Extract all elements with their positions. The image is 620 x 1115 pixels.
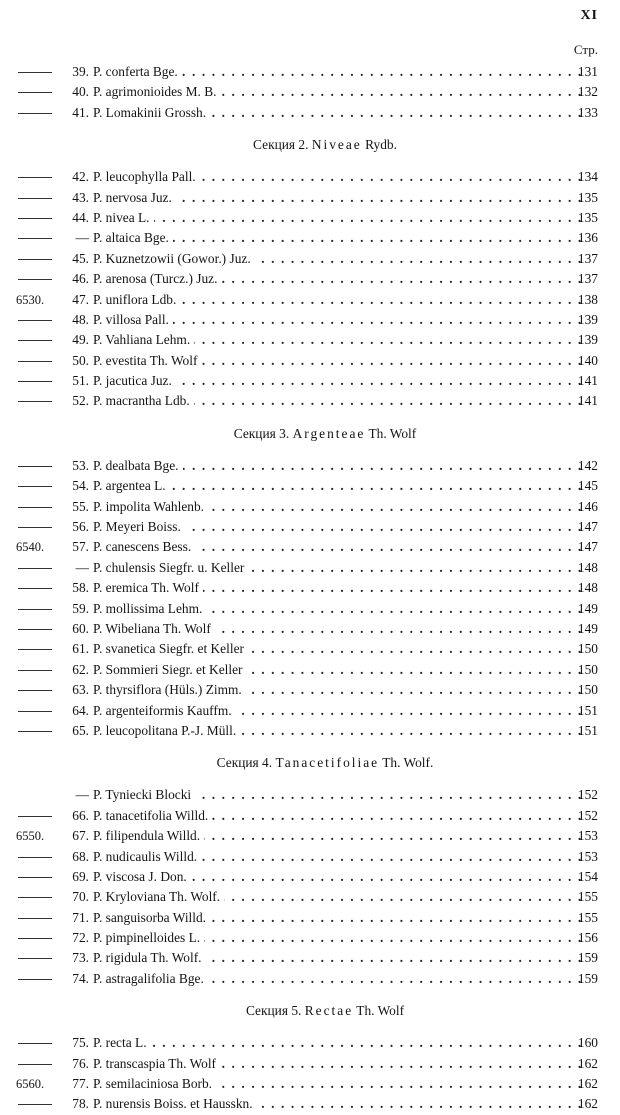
entry-number: 72. [72, 930, 89, 946]
entry-name: P. semilaciniosa Borb. [93, 1076, 216, 1091]
toc-entry [0, 208, 620, 228]
entry-number: 47. [72, 291, 89, 307]
page-number: XI [580, 8, 598, 23]
entry-number: 63. [72, 682, 89, 698]
entry-name-leader [93, 103, 586, 123]
entry-page: 136 [577, 230, 598, 246]
entry-name: P. leucopolitana P.-J. Müll. [93, 723, 240, 738]
entry-name: P. Kuznetzowii (Gowor.) Juz. [93, 251, 255, 266]
entry-page: 160 [577, 1035, 598, 1051]
entry-name: P. transcaspia Th. Wolf [93, 1056, 220, 1071]
entry-name: P. dealbata Bge. [93, 458, 183, 473]
entry-page: 149 [577, 620, 598, 636]
toc-entry [0, 928, 620, 948]
toc-entry [0, 310, 620, 330]
entry-name: P. altaica Bge. [93, 230, 173, 245]
entry-name-leader [93, 62, 586, 82]
entry-page: 155 [577, 909, 598, 925]
entry-name-leader [93, 517, 586, 537]
entry-page: 162 [577, 1055, 598, 1071]
entry-number: 54. [72, 478, 89, 494]
entry-name: P. viscosa J. Don. [93, 869, 191, 884]
entry-number: 53. [72, 457, 89, 473]
entry-page: 152 [577, 787, 598, 803]
entry-page: 148 [577, 559, 598, 575]
section-author: Th. Wolf. [382, 755, 434, 771]
entry-page: 162 [577, 1096, 598, 1112]
toc-entry [0, 537, 620, 557]
entry-name-leader [93, 908, 586, 928]
entry-number: 51. [72, 373, 89, 389]
toc-entry [0, 1074, 620, 1094]
toc-entry [0, 188, 620, 208]
entry-name: P. impolita Wahlenb. [93, 499, 208, 514]
toc-entry [0, 599, 620, 619]
entry-name-leader [93, 826, 586, 846]
entry-name: P. nervosa Juz. [93, 190, 176, 205]
entry-name-leader [93, 887, 586, 907]
entry-name: P. astragalifolia Bge. [93, 971, 208, 986]
entry-name-leader [93, 249, 586, 269]
entry-name: P. thyrsiflora (Hüls.) Zimm. [93, 682, 246, 697]
page-column-label: Стр. [573, 42, 598, 57]
entry-number: — [75, 230, 89, 246]
toc-entry [0, 1033, 620, 1053]
entry-page: 150 [577, 641, 598, 657]
entry-number: 41. [72, 104, 89, 120]
entry-page: 135 [577, 209, 598, 225]
entry-number: 59. [72, 600, 89, 616]
toc-entry [0, 290, 620, 310]
toc-entry [0, 558, 620, 578]
entry-number: 69. [72, 868, 89, 884]
toc-entry [0, 456, 620, 476]
toc-entry [0, 680, 620, 700]
entry-page: 141 [577, 393, 598, 409]
toc-entry [0, 701, 620, 721]
entry-name: P. eremica Th. Wolf [93, 580, 203, 595]
entry-name: P. Kryloviana Th. Wolf. [93, 889, 224, 904]
entry-name-leader [93, 701, 586, 721]
entry-page: 138 [577, 291, 598, 307]
entry-name: P. nudicaulis Willd. [93, 849, 201, 864]
entry-name-leader [93, 330, 586, 350]
entry-number: 49. [72, 332, 89, 348]
entry-name-leader [93, 391, 586, 411]
entry-page: 162 [577, 1076, 598, 1092]
toc-entry [0, 371, 620, 391]
entry-number: 39. [72, 64, 89, 79]
entry-number: 50. [72, 352, 89, 368]
entry-name-leader [93, 867, 586, 887]
entry-page: 139 [577, 311, 598, 327]
entry-number: 56. [72, 519, 89, 535]
section-prefix: Секция 5. [245, 1003, 302, 1019]
entry-page: 159 [577, 970, 598, 986]
entry-page: 147 [577, 519, 598, 535]
entry-name: P. Sommieri Siegr. et Keller [93, 662, 247, 677]
entry-page: 155 [577, 889, 598, 905]
entry-page: 150 [577, 661, 598, 677]
entry-name: P. argenteiformis Kauffm. [93, 703, 236, 718]
toc-entry [0, 908, 620, 928]
entry-name-leader [93, 619, 586, 639]
toc-entry [0, 721, 620, 741]
entry-number: 71. [72, 909, 89, 925]
section-heading [0, 412, 620, 456]
entry-number: 76. [72, 1055, 89, 1071]
entry-name: P. argentea L. [93, 478, 170, 493]
entry-page: 141 [577, 373, 598, 389]
entry-number: 75. [72, 1035, 89, 1051]
section-name: Rectae [304, 1003, 354, 1019]
entry-page: 140 [577, 352, 598, 368]
toc-entry [0, 391, 620, 411]
entry-name: P. arenosa (Turcz.) Juz. [93, 271, 221, 286]
toc-entry [0, 330, 620, 350]
entry-page: 134 [577, 169, 598, 185]
entry-name: P. mollissima Lehm. [93, 601, 206, 616]
entry-name-leader [93, 599, 586, 619]
entry-page: 153 [577, 848, 598, 864]
section-name: Argenteae [292, 425, 366, 441]
section-prefix: Секция 4. [216, 755, 273, 771]
toc-entry [0, 269, 620, 289]
section-prefix: Секция 3. [233, 425, 290, 441]
section-heading [0, 123, 620, 167]
toc-entry [0, 578, 620, 598]
toc-entry [0, 887, 620, 907]
entry-name-leader [93, 660, 586, 680]
entry-name: P. evestita Th. Wolf [93, 353, 201, 368]
toc-entry [0, 476, 620, 496]
toc-entry [0, 826, 620, 846]
toc-entry [0, 62, 620, 82]
entry-page: 151 [577, 722, 598, 738]
entry-name-leader [93, 806, 586, 826]
entry-name-leader [93, 639, 586, 659]
entry-page: 139 [577, 332, 598, 348]
entry-page: 150 [577, 682, 598, 698]
entry-name: P. Meyeri Boiss. [93, 519, 185, 534]
entry-name-leader [93, 310, 586, 330]
entry-name: P. rigidula Th. Wolf. [93, 950, 206, 965]
section-heading [0, 741, 620, 785]
entry-number: 65. [72, 722, 89, 738]
entry-number: 44. [72, 209, 89, 225]
entry-code: 6550. [16, 829, 45, 844]
entry-name-leader [93, 351, 586, 371]
entry-number: 78. [72, 1096, 89, 1112]
table-of-contents [0, 62, 620, 1115]
entry-name: P. chulensis Siegfr. u. Keller [93, 560, 248, 575]
toc-entry [0, 103, 620, 123]
entry-name-leader [93, 948, 586, 968]
entry-name: P. conferta Bge. [93, 64, 182, 79]
toc-entry [0, 249, 620, 269]
entry-page: 145 [577, 478, 598, 494]
entry-name-leader [93, 82, 586, 102]
entry-name-leader [93, 680, 586, 700]
entry-page: 159 [577, 950, 598, 966]
entry-name-leader [93, 497, 586, 517]
section-name: Niveae [311, 137, 362, 153]
entry-name: P. agrimonioides M. B. [93, 84, 221, 99]
toc-entry [0, 660, 620, 680]
entry-page: 149 [577, 600, 598, 616]
toc-entry [0, 639, 620, 659]
toc-entry [0, 517, 620, 537]
entry-page: 142 [577, 457, 598, 473]
entry-name-leader [93, 208, 586, 228]
entry-number: 60. [72, 620, 89, 636]
entry-number: 42. [72, 169, 89, 185]
toc-entry [0, 867, 620, 887]
entry-number: 68. [72, 848, 89, 864]
entry-number: 61. [72, 641, 89, 657]
entry-number: 52. [72, 393, 89, 409]
entry-name: P. uniflora Ldb. [93, 292, 180, 307]
entry-name-leader [93, 1033, 586, 1053]
toc-entry [0, 82, 620, 102]
entry-number: 67. [72, 828, 89, 844]
entry-name-leader [93, 269, 586, 289]
entry-number: 55. [72, 498, 89, 514]
entry-name: P. leucophylla Pall. [93, 169, 200, 184]
entry-page: 135 [577, 189, 598, 205]
entry-name: P. pimpinelloides L. [93, 930, 204, 945]
entry-number: 62. [72, 661, 89, 677]
entry-name-leader [93, 847, 586, 867]
entry-number: — [75, 787, 89, 803]
entry-name-leader [93, 928, 586, 948]
entry-number: 48. [72, 311, 89, 327]
entry-name-leader [93, 578, 586, 598]
entry-number: 73. [72, 950, 89, 966]
toc-entry [0, 948, 620, 968]
entry-number: 43. [72, 189, 89, 205]
section-author: Th. Wolf [356, 1003, 405, 1019]
toc-entry [0, 167, 620, 187]
toc-entry [0, 969, 620, 989]
entry-number: 46. [72, 271, 89, 287]
entry-number: 74. [72, 970, 89, 986]
entry-page: 131 [577, 64, 598, 79]
entry-name: P. filipendula Willd. [93, 828, 204, 843]
entry-page: 133 [577, 104, 598, 120]
entry-name: P. sanguisorba Willd. [93, 910, 210, 925]
toc-entry [0, 1054, 620, 1074]
entry-name: P. svanetica Siegfr. et Keller [93, 641, 248, 656]
entry-number: 77. [72, 1076, 89, 1092]
entry-page: 137 [577, 250, 598, 266]
entry-name: P. jacutica Juz. [93, 373, 176, 388]
entry-name-leader [93, 558, 586, 578]
entry-number: 57. [72, 539, 89, 555]
section-heading [0, 989, 620, 1033]
entry-number: 58. [72, 580, 89, 596]
entry-name-leader [93, 537, 586, 557]
entry-number: 70. [72, 889, 89, 905]
entry-name-leader [93, 1094, 586, 1114]
entry-page: 132 [577, 84, 598, 100]
entry-name: P. canescens Bess. [93, 539, 195, 554]
toc-entry [0, 1094, 620, 1114]
entry-code: 6530. [16, 292, 45, 307]
entry-name-leader [93, 188, 586, 208]
section-author: Th. Wolf [368, 425, 417, 441]
entry-page: 146 [577, 498, 598, 514]
entry-page: 147 [577, 539, 598, 555]
section-name: Tanacetifoliae [275, 755, 380, 771]
entry-name-leader [93, 1074, 586, 1094]
toc-entry [0, 619, 620, 639]
toc-entry [0, 228, 620, 248]
entry-name: P. Tyniecki Blocki [93, 787, 195, 802]
entry-number: — [75, 559, 89, 575]
toc-entry [0, 847, 620, 867]
entry-name: P. recta L. [93, 1035, 151, 1050]
entry-name-leader [93, 371, 586, 391]
entry-number: 66. [72, 807, 89, 823]
section-prefix: Секция 2. [253, 137, 309, 153]
entry-name-leader [93, 785, 586, 805]
entry-code: 6560. [16, 1077, 45, 1092]
toc-entry [0, 351, 620, 371]
entry-page: 151 [577, 702, 598, 718]
toc-entry [0, 806, 620, 826]
entry-name-leader [93, 167, 586, 187]
entry-page: 152 [577, 807, 598, 823]
entry-page: 153 [577, 828, 598, 844]
entry-name-leader [93, 721, 586, 741]
entry-name: P. macrantha Ldb. [93, 393, 194, 408]
section-author: Rydb. [365, 137, 397, 153]
entry-name: P. Wibeliana Th. Wolf [93, 621, 215, 636]
entry-code: 6540. [16, 540, 45, 555]
entry-name: P. nivea L. [93, 210, 154, 225]
entry-name-leader [93, 476, 586, 496]
entry-page: 154 [577, 868, 598, 884]
entry-name: P. nurensis Boiss. et Hausskn. [93, 1096, 257, 1111]
entry-number: 64. [72, 702, 89, 718]
entry-page: 156 [577, 930, 598, 946]
entry-page: 148 [577, 580, 598, 596]
entry-name: P. Lomakinii Grossh. [93, 105, 210, 120]
entry-page: 137 [577, 271, 598, 287]
entry-name-leader [93, 969, 586, 989]
entry-number: 45. [72, 250, 89, 266]
entry-number: 40. [72, 84, 89, 100]
entry-name-leader [93, 1054, 586, 1074]
entry-name: P. tanacetifolia Willd. [93, 808, 212, 823]
toc-entry [0, 785, 620, 805]
entry-name-leader [93, 228, 586, 248]
entry-name: P. villosa Pall. [93, 312, 173, 327]
entry-name: P. Vahliana Lehm. [93, 332, 194, 347]
entry-name-leader [93, 290, 586, 310]
entry-name-leader [93, 456, 586, 476]
toc-entry [0, 497, 620, 517]
